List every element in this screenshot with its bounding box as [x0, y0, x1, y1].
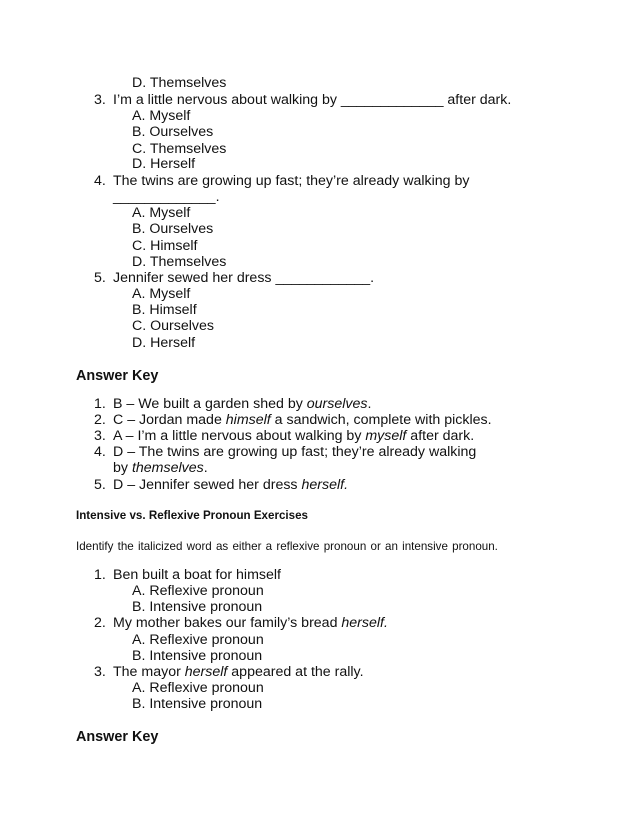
option-s2q1-b: B. Intensive pronoun — [132, 599, 263, 615]
option-q5-a: A. Myself — [132, 286, 191, 302]
option-q3-a: A. Myself — [132, 108, 191, 124]
answer-text: B – We built a garden shed by ourselves. — [113, 396, 372, 412]
answer-text: A – I’m a little nervous about walking by myself after dark. — [113, 428, 475, 444]
answer-text: C – Jordan made himself a sandwich, complete with pickles. — [113, 412, 492, 428]
question-text: Jennifer sewed her dress ____________. — [113, 270, 375, 286]
question-number: 1. — [94, 567, 106, 583]
answer-number: 2. — [94, 412, 106, 428]
question-4-blank: _____________. — [113, 189, 220, 205]
instructions: Identify the italicized word as either a reflexive pronoun or an intensive pronoun. — [76, 540, 498, 553]
answer-number: 1. — [94, 396, 106, 412]
section-heading: Intensive vs. Reflexive Pronoun Exercises — [76, 509, 308, 522]
option-q5-c: C. Ourselves — [132, 318, 214, 334]
question-text: I’m a little nervous about walking by _____________ after dark. — [113, 92, 512, 108]
question-number: 2. — [94, 615, 106, 631]
option-q5-d: D. Herself — [132, 335, 196, 351]
question-number: 3. — [94, 92, 106, 108]
option-q2-d: D. Themselves — [132, 75, 227, 91]
option-q3-d: D. Herself — [132, 156, 196, 172]
answer-number: 4. — [94, 444, 106, 460]
option-q4-b: B. Ourselves — [132, 221, 214, 237]
option-s2q3-b: B. Intensive pronoun — [132, 696, 263, 712]
question-text: Ben built a boat for himself — [113, 567, 281, 583]
option-s2q2-a: A. Reflexive pronoun — [132, 632, 264, 648]
question-number: 3. — [94, 664, 106, 680]
option-q3-c: C. Themselves — [132, 141, 227, 157]
answer-number: 5. — [94, 477, 106, 493]
answer-key-heading: Answer Key — [76, 368, 159, 384]
answer-number: 3. — [94, 428, 106, 444]
option-q3-b: B. Ourselves — [132, 124, 214, 140]
answer-text: D – The twins are growing up fast; they’re already walking — [113, 444, 477, 460]
option-q4-d: D. Themselves — [132, 254, 227, 270]
option-q4-c: C. Himself — [132, 238, 198, 254]
option-s2q3-a: A. Reflexive pronoun — [132, 680, 264, 696]
question-text: The twins are growing up fast; they’re already walking by — [113, 173, 470, 189]
answer-text: D – Jennifer sewed her dress herself. — [113, 477, 349, 493]
answer-key-heading: Answer Key — [76, 729, 159, 745]
answer-text-continued: by themselves. — [113, 460, 208, 476]
option-s2q1-a: A. Reflexive pronoun — [132, 583, 264, 599]
question-number: 4. — [94, 173, 106, 189]
option-q4-a: A. Myself — [132, 205, 191, 221]
option-s2q2-b: B. Intensive pronoun — [132, 648, 263, 664]
question-number: 5. — [94, 270, 106, 286]
question-text: My mother bakes our family’s bread herself. — [113, 615, 388, 631]
question-text: The mayor herself appeared at the rally. — [113, 664, 364, 680]
option-q5-b: B. Himself — [132, 302, 197, 318]
